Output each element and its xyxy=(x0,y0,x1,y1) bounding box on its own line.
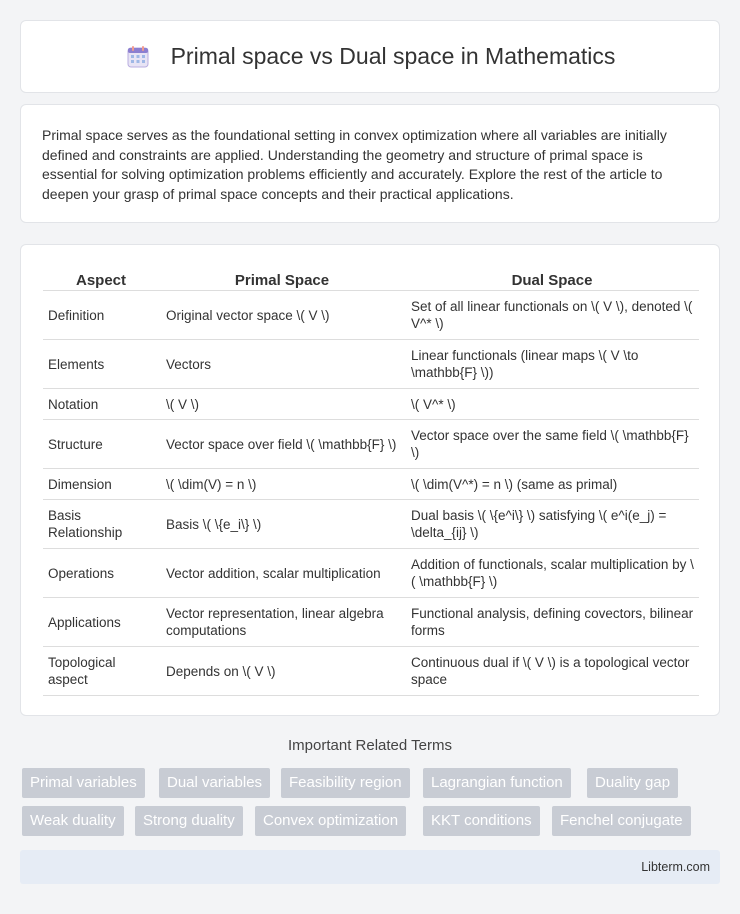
cell-primal: Vectors xyxy=(159,340,405,389)
cell-primal: Depends on \( V \) xyxy=(159,647,405,696)
calendar-icon xyxy=(125,44,151,70)
tag-convex-optimization[interactable]: Convex optimization xyxy=(255,806,406,836)
tag-primal-variables[interactable]: Primal variables xyxy=(22,768,145,798)
intro-text: Primal space serves as the foundational setting in convex optimization where all variables are initially defined and constraints are applied. Understanding the geometry and structure of primal space is essential for solving optimization problems efficiently and accurately. Explore the rest of the article to deepen your grasp of primal space concepts and their practical applications. xyxy=(42,127,667,202)
cell-primal: Vector representation, linear algebra computations xyxy=(159,598,405,647)
cell-aspect: Elements xyxy=(43,340,159,389)
comparison-table xyxy=(43,265,699,696)
cell-dual: Functional analysis, defining covectors, bilinear forms xyxy=(405,598,699,647)
tag-dual-variables[interactable]: Dual variables xyxy=(159,768,270,798)
cell-dual: Dual basis \( \{e^i\} \) satisfying \( e^i(e_j) = \delta_{ij} \) xyxy=(405,500,699,549)
cell-dual: Linear functionals (linear maps \( V \to \mathbb{F} \)) xyxy=(405,340,699,389)
table-row xyxy=(43,420,699,469)
related-terms-title: Important Related Terms xyxy=(288,737,452,754)
page-title: Primal space vs Dual space in Mathematics xyxy=(170,43,616,69)
tag-fenchel-conjugate[interactable]: Fenchel conjugate xyxy=(552,806,691,836)
cell-aspect: Applications xyxy=(43,598,159,647)
footer-site-link[interactable]: Libterm.com xyxy=(641,860,710,874)
cell-aspect: Definition xyxy=(43,291,159,340)
footer xyxy=(20,850,720,884)
intro-card xyxy=(20,104,720,223)
tag-kkt-conditions[interactable]: KKT conditions xyxy=(423,806,540,836)
table-row xyxy=(43,389,699,420)
cell-primal: Basis \( \{e_i\} \) xyxy=(159,500,405,549)
tag-lagrangian-function[interactable]: Lagrangian function xyxy=(423,768,571,798)
cell-aspect: Dimension xyxy=(43,469,159,500)
header-dual: Dual Space xyxy=(405,265,699,291)
cell-dual: Addition of functionals, scalar multiplication by \( \mathbb{F} \) xyxy=(405,549,699,598)
cell-dual: Continuous dual if \( V \) is a topological vector space xyxy=(405,647,699,696)
tag-feasibility-region[interactable]: Feasibility region xyxy=(281,768,410,798)
table-row xyxy=(43,500,699,549)
cell-dual: Vector space over the same field \( \mathbb{F} \) xyxy=(405,420,699,469)
cell-aspect: Topological aspect xyxy=(43,647,159,696)
table-row xyxy=(43,340,699,389)
tag-duality-gap[interactable]: Duality gap xyxy=(587,768,678,798)
header-aspect: Aspect xyxy=(43,265,159,291)
table-row xyxy=(43,549,699,598)
table-row xyxy=(43,469,699,500)
cell-aspect: Notation xyxy=(43,389,159,420)
cell-aspect: Operations xyxy=(43,549,159,598)
header-card xyxy=(20,20,720,93)
header-primal: Primal Space xyxy=(159,265,405,291)
cell-primal: Vector addition, scalar multiplication xyxy=(159,549,405,598)
table-header-row xyxy=(43,265,699,291)
cell-primal: Vector space over field \( \mathbb{F} \) xyxy=(159,420,405,469)
table-row xyxy=(43,647,699,696)
cell-dual: Set of all linear functionals on \( V \), denoted \( V^* \) xyxy=(405,291,699,340)
cell-primal: Original vector space \( V \) xyxy=(159,291,405,340)
table-row xyxy=(43,598,699,647)
cell-primal: \( \dim(V) = n \) xyxy=(159,469,405,500)
tag-weak-duality[interactable]: Weak duality xyxy=(22,806,124,836)
cell-dual: \( V^* \) xyxy=(405,389,699,420)
comparison-table-card xyxy=(20,244,720,716)
cell-primal: \( V \) xyxy=(159,389,405,420)
table-row xyxy=(43,291,699,340)
tag-strong-duality[interactable]: Strong duality xyxy=(135,806,243,836)
cell-dual: \( \dim(V^*) = n \) (same as primal) xyxy=(405,469,699,500)
cell-aspect: Basis Relationship xyxy=(43,500,159,549)
cell-aspect: Structure xyxy=(43,420,159,469)
